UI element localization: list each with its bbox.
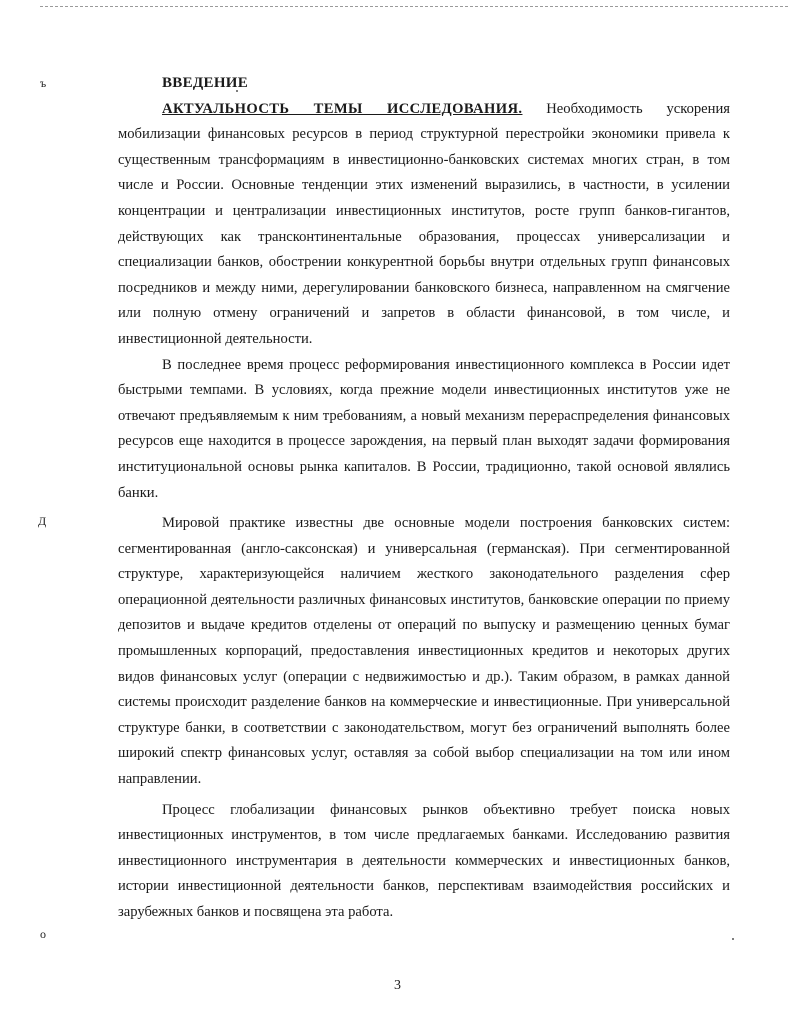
paragraph-text: В последнее время процесс реформирования инвестиционного комплекса в России идет быстрыми темпами. В условиях, когда прежние модели инвестиционных институтов уже не отвечают предъявляемым к ним требованиям, а новый механизм перераспределения финансовых ресурсов еще находится в процессе зарождения, на первый план выходят задачи формирования институциональной основы рынка капиталов. В России, традиционно, такой основой являлись банки.	[118, 356, 730, 501]
paragraph-text: Процесс глобализации финансовых рынков объективно требует поиска новых инвестиционных инструментов, в том числе предлагаемых банками. Исследованию развития инвестиционного инструментария в деятельности коммерческих и инвестиционных банков, истории инвестиционной деятельности банков, перспективам взаимодействия российских и зарубежных банков и посвящена эта работа.	[118, 801, 730, 920]
page-number: 3	[394, 978, 401, 993]
margin-mark-3: о	[40, 927, 46, 941]
scan-speck	[732, 938, 734, 940]
paragraph-text: Необходимость ускорения мобилизации финансовых ресурсов в период структурной перестройки экономики привела к существенным трансформациям в инвестиционно-банковских системах многих стран, в том числе и России. Основные тенденции этих изменений выразились, в частности, в усилении концентрации и централизации инвестиционных институтов, росте групп банков-гигантов, действующих как трансконтинентальные образования, процессах универсализации и специализации банков, обострении конкурентной борьбы внутри отдельных групп финансовых посредников и между ними, дерегулировании банковского бизнеса, направленном на смягчение или полную отмену ограничений и запретов в области финансовой, в том числе, и инвестиционной деятельности.	[118, 100, 730, 347]
paragraph-relevance	[118, 97, 730, 353]
paragraph-text: Мировой практике известны две основные модели построения банковских систем: сегментированная (англо-саксонская) и универсальная (германская). При сегментированной структуре, характеризующейся наличием жесткого законодательного разделения сфер операционной деятельности различных финансовых институтов, банковские операции по приему депозитов и выдаче кредитов отделены от операций по выпуску и размещению ценных бумаг промышленных корпораций, предоставления инвестиционных кредитов и некоторых других видов финансовых услуг (операции с недвижимостью и др.). Таким образом, в рамках данной системы происходит разделение банков на коммерческие и инвестиционные. При универсальной структуре банки, в соответствии с законодательством, могут без ограничений выполнять более широкий спектр финансовых услуг, оставляя за собой выбор специализации на том или ином направлении.	[118, 515, 730, 788]
section-heading: ВВЕДЕНИЕ	[162, 75, 249, 91]
margin-mark-1: ъ	[40, 76, 47, 90]
margin-mark-2: Д	[38, 514, 47, 528]
paragraph-globalization	[118, 798, 730, 926]
relevance-lead: АКТУАЛЬНОСТЬ ТЕМЫ ИССЛЕДОВАНИЯ.	[162, 100, 523, 117]
scan-top-edge	[40, 6, 788, 7]
paragraph-models	[118, 511, 730, 793]
document-body	[118, 71, 730, 926]
paragraph-reform	[118, 353, 730, 507]
